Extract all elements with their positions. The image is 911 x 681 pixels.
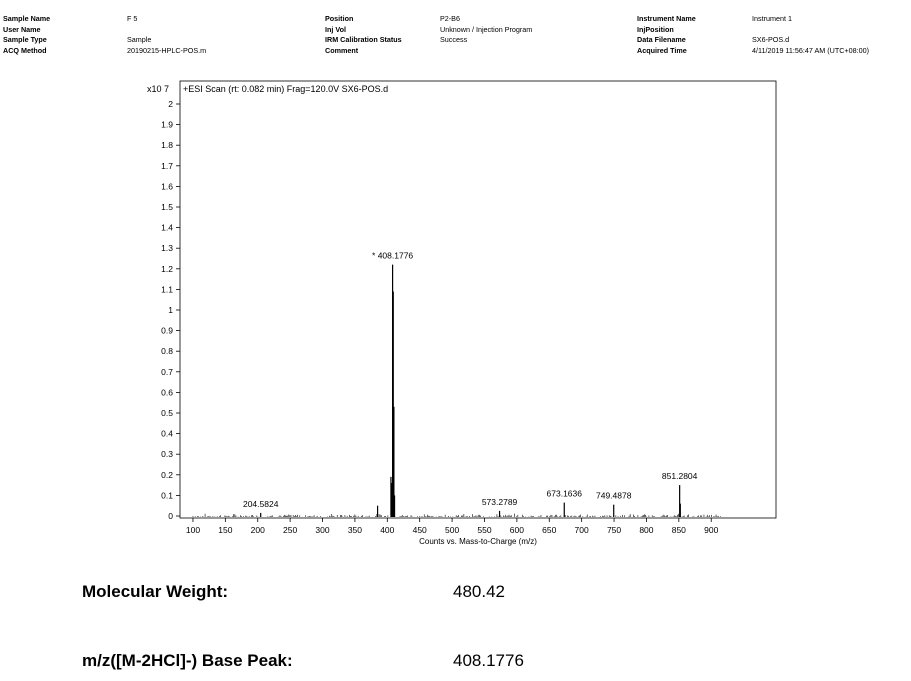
y-tick-label: 2 xyxy=(168,99,173,109)
y-tick-label: 0 xyxy=(168,511,173,521)
y-tick-label: 0.8 xyxy=(161,346,173,357)
y-tick-label: 1.9 xyxy=(161,119,173,130)
spectrum-peaks xyxy=(261,265,681,517)
x-tick-label: 300 xyxy=(315,525,330,535)
base-peak-label: m/z([M-2HCl]-) Base Peak: xyxy=(82,651,293,670)
baseline-noise xyxy=(193,514,721,517)
molecular-weight-value: 480.42 xyxy=(453,582,505,601)
x-tick-label: 500 xyxy=(444,525,460,535)
y-tick-label: 0.5 xyxy=(161,408,173,418)
x-tick-label: 650 xyxy=(542,525,557,535)
x-tick-label: 400 xyxy=(380,525,395,535)
x-tick-label: 850 xyxy=(671,525,686,535)
irm-status-value: Success xyxy=(440,35,468,44)
header-label: Comment xyxy=(325,45,359,55)
y-tick-label: 1.6 xyxy=(161,181,173,192)
y-tick-label: 0.1 xyxy=(161,490,173,501)
header-label: Instrument Name xyxy=(637,14,696,23)
header-label: Sample Name xyxy=(3,14,51,23)
header-label: Inj Vol xyxy=(325,24,347,34)
x-tick-label: 100 xyxy=(185,525,201,535)
chart-title: +ESI Scan (rt: 0.082 min) Frag=120.0V SX6-POS.d xyxy=(183,84,389,94)
plot-frame xyxy=(180,81,776,518)
acquired-time-value: 4/11/2019 11:56:47 AM (UTC+08:00) xyxy=(752,45,870,55)
header-label: Acquired Time xyxy=(637,45,687,55)
peak-annotation-label: 851.2804 xyxy=(661,471,698,482)
header-label: Sample Type xyxy=(3,35,47,44)
inj-vol-value: Unknown / Injection Program xyxy=(440,24,533,34)
base-peak-value: 408.1776 xyxy=(453,651,524,670)
x-axis-ticks xyxy=(186,518,719,535)
x-tick-label: 700 xyxy=(574,525,589,535)
peak-annotation-label: 749.4878 xyxy=(595,490,632,501)
header-label: ACQ Method xyxy=(3,45,47,55)
y-tick-label: 1.5 xyxy=(161,202,173,212)
sample-type-value: Sample xyxy=(127,35,152,44)
y-tick-label: 0.2 xyxy=(161,469,173,480)
header-label: User Name xyxy=(3,24,41,34)
peak-annotation-label: 573.2789 xyxy=(481,496,518,507)
header-label: Position xyxy=(325,14,354,23)
y-tick-label: 0.3 xyxy=(161,449,173,460)
y-tick-label: 0.4 xyxy=(161,428,173,439)
x-tick-label: 450 xyxy=(412,525,427,535)
y-axis-ticks xyxy=(161,99,180,521)
sample-name-value: F 5 xyxy=(127,14,138,23)
molecular-weight-label: Molecular Weight: xyxy=(82,582,229,601)
x-tick-label: 250 xyxy=(283,525,298,535)
instrument-name-value: Instrument 1 xyxy=(752,14,792,23)
header-label: Data Filename xyxy=(637,35,686,44)
x-tick-label: 150 xyxy=(218,525,233,535)
x-tick-label: 600 xyxy=(509,525,524,535)
peak-annotation-label: * 408.1776 xyxy=(372,250,414,261)
x-axis-label: Counts vs. Mass-to-Charge (m/z) xyxy=(419,537,537,546)
header-label: IRM Calibration Status xyxy=(325,35,402,44)
x-tick-label: 900 xyxy=(704,525,719,535)
y-tick-label: 1 xyxy=(168,305,173,315)
peak-annotations xyxy=(243,251,698,509)
position-value: P2-B6 xyxy=(440,14,460,23)
y-tick-label: 1.4 xyxy=(161,222,173,233)
y-tick-label: 1.7 xyxy=(161,160,173,171)
y-tick-label: 1.2 xyxy=(161,263,173,274)
peak-annotation-label: 204.5824 xyxy=(242,498,279,509)
x-tick-label: 750 xyxy=(606,525,622,535)
x-tick-label: 350 xyxy=(347,525,363,535)
x-tick-label: 550 xyxy=(477,525,492,535)
y-tick-label: 0.9 xyxy=(161,325,173,336)
acq-method-value: 20190215-HPLC-POS.m xyxy=(127,45,207,55)
data-filename-value: SX6-POS.d xyxy=(752,35,790,44)
y-tick-label: 1.3 xyxy=(161,243,173,254)
y-tick-label: 0.7 xyxy=(161,366,173,377)
header-label: InjPosition xyxy=(637,24,674,34)
x-tick-label: 800 xyxy=(639,525,654,535)
y-multiplier-label: x10 7 xyxy=(147,84,170,94)
y-tick-label: 1.8 xyxy=(161,140,173,151)
y-tick-label: 1.1 xyxy=(161,284,173,295)
x-tick-label: 200 xyxy=(250,525,265,535)
peak-annotation-label: 673.1636 xyxy=(546,488,582,499)
y-tick-label: 0.6 xyxy=(161,387,173,398)
